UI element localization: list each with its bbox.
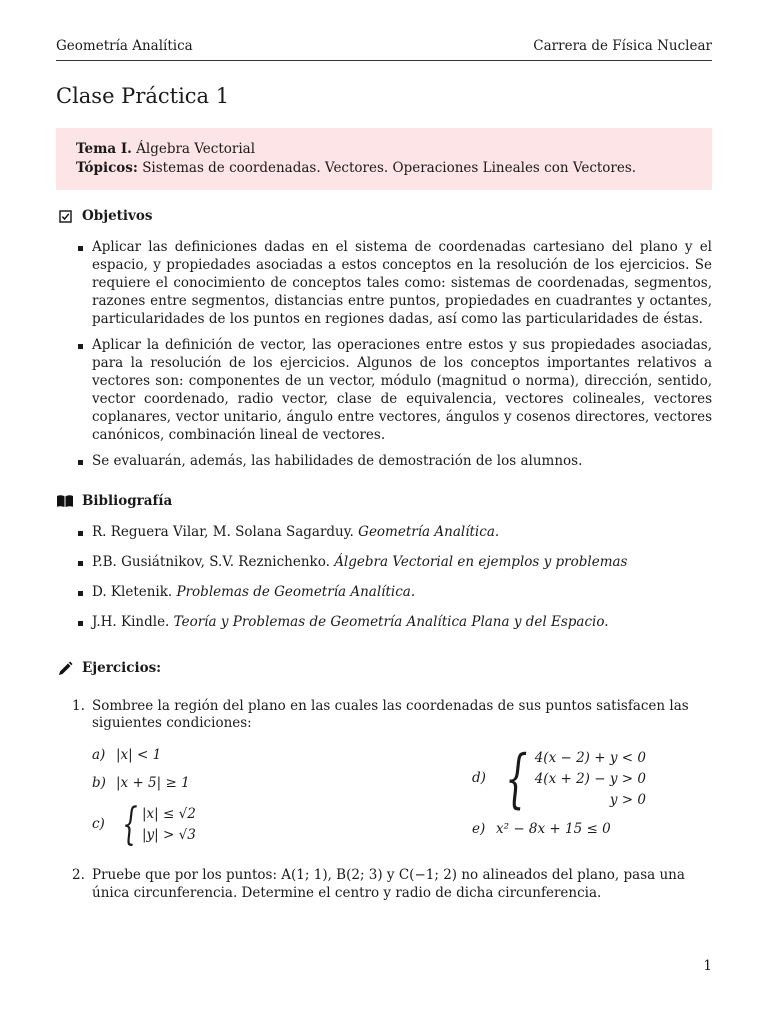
list-item: Aplicar las definiciones dadas en el sistema de coordenadas cartesiano del plano y el espacio, y propiedades asociadas a estos conceptos en la resolución de los ejercicios. Se requiere el conocimiento de conceptos tales como: sistemas de coordenadas, segmentos, razones entre segmentos, distancias entre puntos, propiedades en cuadrantes y octantes, particularidades de los puntos en regiones dadas, así como las particularidades de éstas. — [76, 239, 712, 329]
pencil-icon — [56, 661, 74, 677]
tema-label: Tema I. — [76, 140, 132, 157]
system-line: 4(x − 2) + y < 0 — [534, 750, 646, 767]
topicos-label: Tópicos: — [76, 159, 138, 176]
bib-authors: P.B. Gusiátnikov, S.V. Reznichenko. — [92, 554, 330, 571]
page-number: 1 — [703, 958, 712, 975]
bib-authors: J.H. Kindle. — [92, 614, 170, 631]
exercise-text: Sombree la región del plano en las cuales las coordenadas de sus puntos satisfacen las siguientes condiciones: — [92, 697, 689, 732]
tema-value: Álgebra Vectorial — [136, 140, 256, 157]
header-career: Carrera de Física Nuclear — [533, 38, 712, 54]
conditions-grid — [92, 742, 712, 857]
condition-c — [92, 799, 392, 851]
list-item — [76, 614, 712, 632]
exercise-number: 1. — [72, 697, 85, 714]
condition-expr: x² − 8x + 15 ≤ 0 — [496, 821, 611, 838]
condition-label: e) — [472, 821, 486, 838]
bib-authors: R. Reguera Vilar, M. Solana Sagarduy. — [92, 524, 354, 541]
bib-authors: D. Kletenik. — [92, 584, 173, 601]
list-item — [76, 584, 712, 602]
condition-label: d) — [472, 770, 486, 787]
condition-d — [472, 742, 712, 817]
ejercicios-heading — [56, 660, 712, 678]
conditions-left-column — [92, 747, 392, 857]
list-item — [76, 554, 712, 572]
system-line: y > 0 — [609, 791, 646, 808]
condition-expr: |x + 5| ≥ 1 — [116, 775, 190, 792]
system-lines — [535, 748, 646, 811]
brace-symbol: { — [505, 742, 528, 817]
list-item — [74, 867, 712, 903]
exercise-number: 2. — [72, 867, 85, 884]
bib-end: . — [494, 524, 500, 541]
checkbox-icon — [56, 208, 74, 224]
bib-title: Problemas de Geometría Analítica — [176, 584, 411, 601]
topicos-value: Sistemas de coordenadas. Vectores. Operaciones Lineales con Vectores. — [142, 159, 637, 176]
condition-label: a) — [92, 747, 106, 764]
topic-box — [56, 128, 712, 190]
objetivos-heading — [56, 208, 712, 226]
page-title: Clase Práctica 1 — [56, 83, 230, 108]
header-course: Geometría Analítica — [56, 38, 193, 54]
list-item — [76, 524, 712, 542]
conditions-right-column — [392, 742, 712, 857]
condition-label: c) — [92, 816, 105, 833]
page — [56, 38, 712, 1024]
system-line: |x| ≤ √2 — [142, 806, 196, 823]
condition-expr: |x| < 1 — [116, 747, 162, 764]
system-line: |y| > √3 — [142, 827, 196, 844]
condition-a — [92, 747, 392, 765]
bib-end: . — [410, 584, 416, 601]
book-icon — [56, 493, 74, 509]
condition-label: b) — [92, 775, 106, 792]
objetivos-title: Objetivos — [82, 207, 153, 224]
bibliografia-heading — [56, 493, 712, 511]
bib-title: Álgebra Vectorial en ejemplos y problemas — [334, 554, 628, 571]
ejercicios-title: Ejercicios: — [82, 659, 162, 676]
bibliografia-list — [56, 524, 712, 632]
objetivos-list — [56, 239, 712, 470]
exercise-text: Pruebe que por los puntos: A(1; 1), B(2; 3) y C(−1; 2) no alineados del plano, pasa una única circunferencia. Determine el centro y radio de dicha circunferencia. — [92, 867, 685, 902]
bib-end: . — [604, 614, 609, 631]
list-item: Se evaluarán, además, las habilidades de demostración de los alumnos. — [76, 453, 712, 471]
brace-symbol: { — [122, 799, 138, 851]
system-lines — [142, 804, 196, 846]
system-c — [116, 799, 196, 851]
condition-b — [92, 775, 392, 793]
list-item — [74, 698, 712, 858]
bib-title: Geometría Analítica — [358, 524, 495, 541]
bibliografia-title: Bibliografía — [82, 492, 173, 509]
ejercicios-list — [56, 698, 712, 904]
list-item: Aplicar la definición de vector, las operaciones entre estos y sus propiedades asociadas, para la resolución de los ejercicios. Algunos de los conceptos importantes relativos a vectores son: componentes de un vector, módulo (magnitud o norma), dirección, sentido, vector coordenado, radio vector, clase de equivalencia, vectores colineales, vectores coplanares, vector unitario, ángulo entre vectores, ángulos y cosenos directores, vectores canónicos, combinación lineal de vectores. — [76, 337, 712, 445]
system-line: 4(x + 2) − y > 0 — [534, 770, 646, 787]
system-d — [496, 742, 646, 817]
running-header — [56, 38, 712, 61]
condition-e — [472, 821, 712, 839]
bib-title: Teoría y Problemas de Geometría Analítica Plana y del Espacio — [173, 614, 605, 631]
